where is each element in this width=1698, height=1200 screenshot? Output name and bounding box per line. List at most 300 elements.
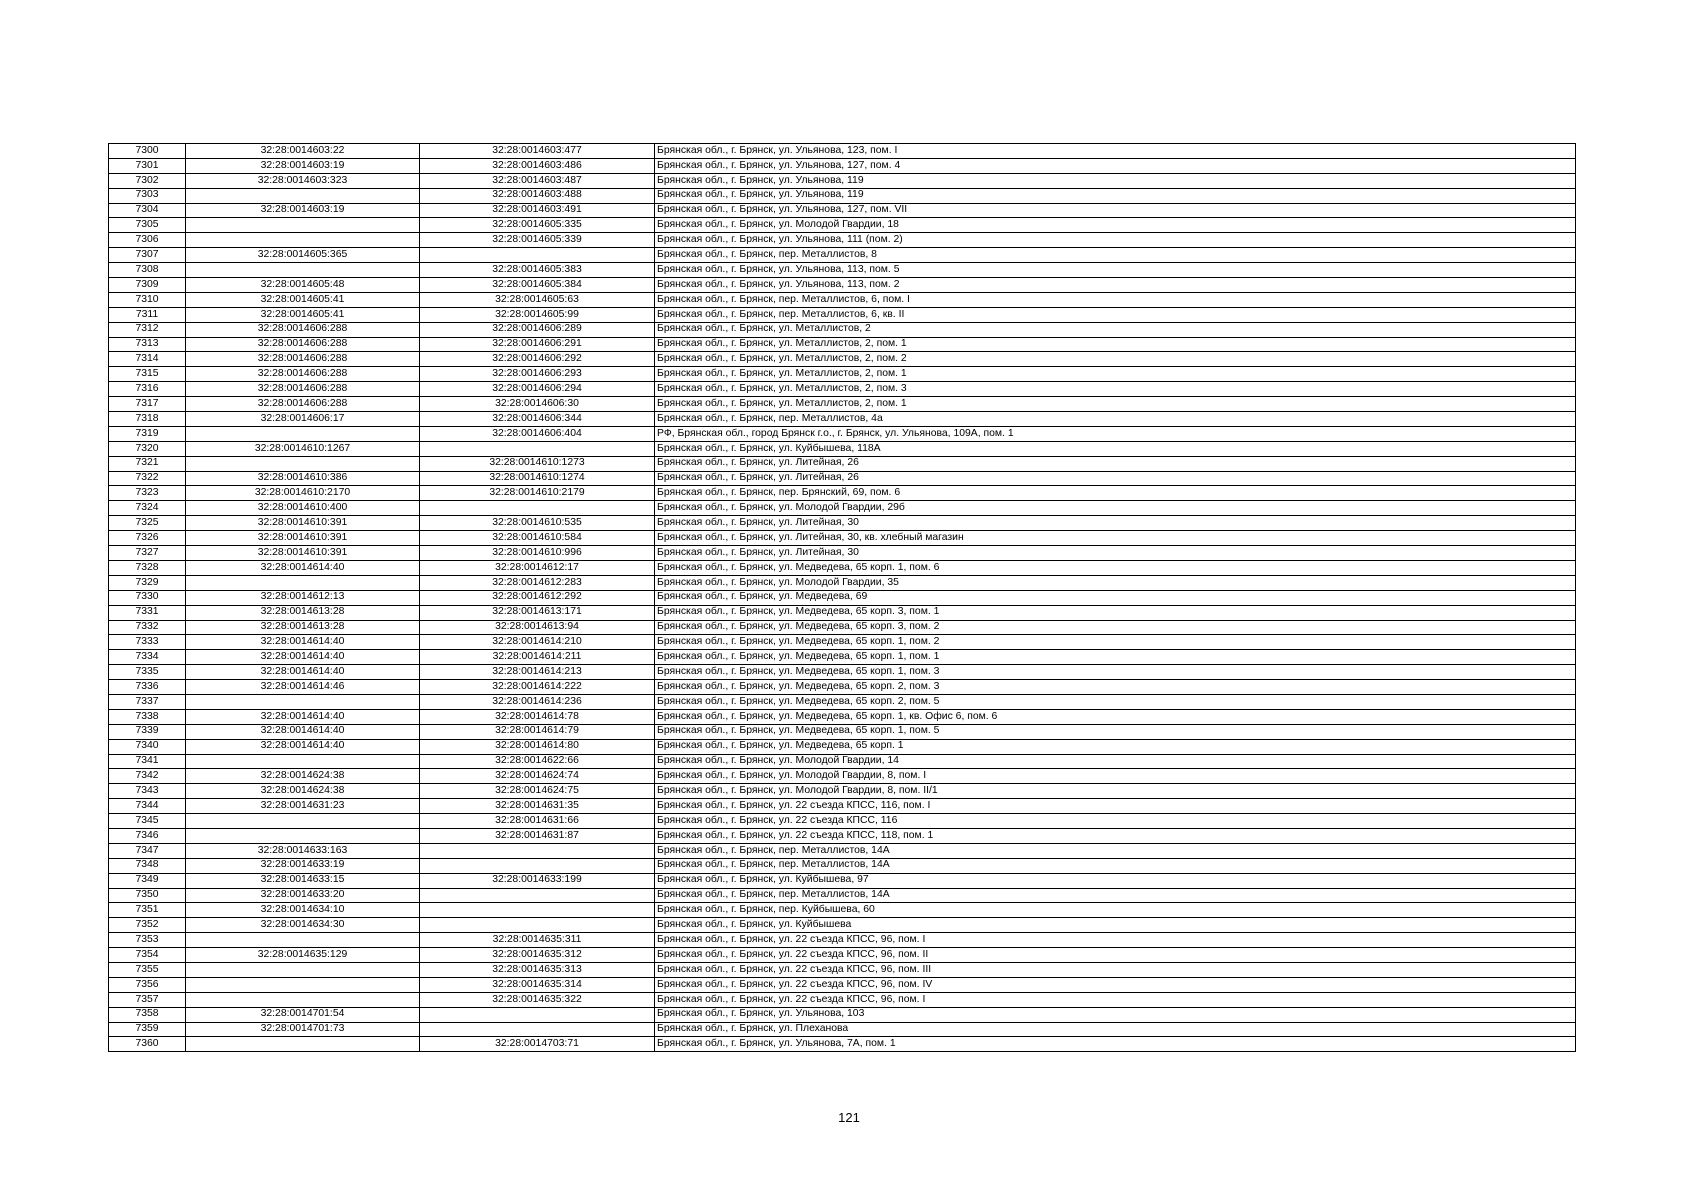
table-row xyxy=(109,471,1576,486)
object-cadastral-number-cell: 32:28:0014603:477 xyxy=(420,144,655,159)
object-cadastral-number-cell: 32:28:0014612:283 xyxy=(420,575,655,590)
address-cell: Брянская обл., г. Брянск, ул. Молодой Гвардии, 35 xyxy=(655,575,1576,590)
land-cadastral-number-cell: 32:28:0014614:40 xyxy=(186,709,420,724)
address-cell: Брянская обл., г. Брянск, ул. Куйбышева, 97 xyxy=(655,873,1576,888)
row-number-cell: 7323 xyxy=(109,486,186,501)
table-row xyxy=(109,233,1576,248)
row-number-cell: 7358 xyxy=(109,1007,186,1022)
table-row xyxy=(109,858,1576,873)
object-cadastral-number-cell xyxy=(420,441,655,456)
table-row xyxy=(109,903,1576,918)
row-number-cell: 7314 xyxy=(109,352,186,367)
address-cell: Брянская обл., г. Брянск, ул. 22 съезда КПСС, 116 xyxy=(655,814,1576,829)
row-number-cell: 7321 xyxy=(109,456,186,471)
object-cadastral-number-cell: 32:28:0014610:1274 xyxy=(420,471,655,486)
object-cadastral-number-cell: 32:28:0014606:294 xyxy=(420,382,655,397)
land-cadastral-number-cell: 32:28:0014603:22 xyxy=(186,144,420,159)
address-cell: Брянская обл., г. Брянск, ул. Металлистов, 2, пом. 1 xyxy=(655,337,1576,352)
row-number-cell: 7330 xyxy=(109,590,186,605)
row-number-cell: 7310 xyxy=(109,292,186,307)
table-row xyxy=(109,739,1576,754)
object-cadastral-number-cell: 32:28:0014614:236 xyxy=(420,694,655,709)
address-cell: Брянская обл., г. Брянск, ул. Медведева, 65 корп. 1 xyxy=(655,739,1576,754)
land-cadastral-number-cell: 32:28:0014610:391 xyxy=(186,531,420,546)
address-cell: Брянская обл., г. Брянск, пер. Металлистов, 6, пом. I xyxy=(655,292,1576,307)
table-row xyxy=(109,814,1576,829)
row-number-cell: 7300 xyxy=(109,144,186,159)
land-cadastral-number-cell: 32:28:0014605:365 xyxy=(186,248,420,263)
page-number: 121 xyxy=(838,1110,860,1125)
object-cadastral-number-cell: 32:28:0014605:339 xyxy=(420,233,655,248)
address-cell: Брянская обл., г. Брянск, ул. Ульянова, 119 xyxy=(655,173,1576,188)
row-number-cell: 7359 xyxy=(109,1022,186,1037)
row-number-cell: 7322 xyxy=(109,471,186,486)
address-cell: Брянская обл., г. Брянск, ул. Ульянова, 127, пом. 4 xyxy=(655,158,1576,173)
table-row xyxy=(109,709,1576,724)
row-number-cell: 7301 xyxy=(109,158,186,173)
land-cadastral-number-cell xyxy=(186,814,420,829)
address-cell: Брянская обл., г. Брянск, ул. Молодой Гвардии, 18 xyxy=(655,218,1576,233)
land-cadastral-number-cell: 32:28:0014614:40 xyxy=(186,560,420,575)
row-number-cell: 7349 xyxy=(109,873,186,888)
object-cadastral-number-cell: 32:28:0014614:211 xyxy=(420,650,655,665)
table-row xyxy=(109,754,1576,769)
table-row xyxy=(109,1007,1576,1022)
table-row xyxy=(109,307,1576,322)
land-cadastral-number-cell: 32:28:0014633:15 xyxy=(186,873,420,888)
row-number-cell: 7356 xyxy=(109,977,186,992)
address-cell: Брянская обл., г. Брянск, пер. Металлистов, 14А xyxy=(655,888,1576,903)
object-cadastral-number-cell: 32:28:0014606:289 xyxy=(420,322,655,337)
row-number-cell: 7319 xyxy=(109,426,186,441)
table-row xyxy=(109,203,1576,218)
table-row xyxy=(109,367,1576,382)
row-number-cell: 7360 xyxy=(109,1037,186,1052)
row-number-cell: 7355 xyxy=(109,962,186,977)
object-cadastral-number-cell: 32:28:0014614:78 xyxy=(420,709,655,724)
address-cell: Брянская обл., г. Брянск, ул. Ульянова, 113, пом. 2 xyxy=(655,278,1576,293)
row-number-cell: 7343 xyxy=(109,784,186,799)
table-row xyxy=(109,263,1576,278)
land-cadastral-number-cell: 32:28:0014634:10 xyxy=(186,903,420,918)
table-row xyxy=(109,948,1576,963)
row-number-cell: 7307 xyxy=(109,248,186,263)
land-cadastral-number-cell xyxy=(186,933,420,948)
object-cadastral-number-cell: 32:28:0014606:30 xyxy=(420,397,655,412)
address-cell: Брянская обл., г. Брянск, ул. Медведева, 65 корп. 1, пом. 1 xyxy=(655,650,1576,665)
table-row xyxy=(109,724,1576,739)
row-number-cell: 7304 xyxy=(109,203,186,218)
address-cell: Брянская обл., г. Брянск, ул. Медведева, 65 корп. 1, пом. 2 xyxy=(655,635,1576,650)
table-row xyxy=(109,486,1576,501)
land-cadastral-number-cell: 32:28:0014603:19 xyxy=(186,203,420,218)
object-cadastral-number-cell: 32:28:0014603:486 xyxy=(420,158,655,173)
table-row xyxy=(109,531,1576,546)
row-number-cell: 7352 xyxy=(109,918,186,933)
table-row xyxy=(109,248,1576,263)
row-number-cell: 7315 xyxy=(109,367,186,382)
address-cell: Брянская обл., г. Брянск, пер. Металлистов, 14А xyxy=(655,843,1576,858)
object-cadastral-number-cell: 32:28:0014606:293 xyxy=(420,367,655,382)
object-cadastral-number-cell: 32:28:0014603:491 xyxy=(420,203,655,218)
row-number-cell: 7317 xyxy=(109,397,186,412)
address-cell: Брянская обл., г. Брянск, ул. Медведева, 65 корп. 2, пом. 5 xyxy=(655,694,1576,709)
land-cadastral-number-cell: 32:28:0014634:30 xyxy=(186,918,420,933)
address-cell: Брянская обл., г. Брянск, ул. Молодой Гвардии, 14 xyxy=(655,754,1576,769)
table-row xyxy=(109,546,1576,561)
table-row xyxy=(109,962,1576,977)
row-number-cell: 7350 xyxy=(109,888,186,903)
land-cadastral-number-cell xyxy=(186,977,420,992)
row-number-cell: 7305 xyxy=(109,218,186,233)
object-cadastral-number-cell: 32:28:0014635:313 xyxy=(420,962,655,977)
object-cadastral-number-cell: 32:28:0014631:66 xyxy=(420,814,655,829)
land-cadastral-number-cell xyxy=(186,694,420,709)
object-cadastral-number-cell: 32:28:0014633:199 xyxy=(420,873,655,888)
object-cadastral-number-cell: 32:28:0014610:996 xyxy=(420,546,655,561)
row-number-cell: 7353 xyxy=(109,933,186,948)
address-cell: Брянская обл., г. Брянск, ул. Металлистов, 2, пом. 3 xyxy=(655,382,1576,397)
address-cell: Брянская обл., г. Брянск, ул. Ульянова, 113, пом. 5 xyxy=(655,263,1576,278)
table-row xyxy=(109,769,1576,784)
row-number-cell: 7336 xyxy=(109,680,186,695)
land-cadastral-number-cell: 32:28:0014624:38 xyxy=(186,769,420,784)
land-cadastral-number-cell xyxy=(186,188,420,203)
object-cadastral-number-cell: 32:28:0014631:35 xyxy=(420,799,655,814)
object-cadastral-number-cell: 32:28:0014631:87 xyxy=(420,828,655,843)
land-cadastral-number-cell: 32:28:0014610:391 xyxy=(186,546,420,561)
land-cadastral-number-cell: 32:28:0014613:28 xyxy=(186,620,420,635)
object-cadastral-number-cell xyxy=(420,918,655,933)
object-cadastral-number-cell: 32:28:0014610:535 xyxy=(420,516,655,531)
table-row xyxy=(109,397,1576,412)
object-cadastral-number-cell: 32:28:0014605:383 xyxy=(420,263,655,278)
registry-table-body xyxy=(109,144,1576,1052)
table-row xyxy=(109,843,1576,858)
land-cadastral-number-cell xyxy=(186,575,420,590)
table-row xyxy=(109,799,1576,814)
address-cell: Брянская обл., г. Брянск, ул. Литейная, 30 xyxy=(655,516,1576,531)
land-cadastral-number-cell: 32:28:0014633:19 xyxy=(186,858,420,873)
land-cadastral-number-cell: 32:28:0014603:323 xyxy=(186,173,420,188)
object-cadastral-number-cell: 32:28:0014603:487 xyxy=(420,173,655,188)
address-cell: Брянская обл., г. Брянск, ул. Медведева, 69 xyxy=(655,590,1576,605)
object-cadastral-number-cell: 32:28:0014612:17 xyxy=(420,560,655,575)
row-number-cell: 7329 xyxy=(109,575,186,590)
table-row xyxy=(109,441,1576,456)
table-row xyxy=(109,620,1576,635)
land-cadastral-number-cell: 32:28:0014614:46 xyxy=(186,680,420,695)
address-cell: Брянская обл., г. Брянск, ул. Медведева, 65 корп. 1, пом. 6 xyxy=(655,560,1576,575)
table-row xyxy=(109,426,1576,441)
table-row xyxy=(109,888,1576,903)
land-cadastral-number-cell: 32:28:0014605:41 xyxy=(186,292,420,307)
table-row xyxy=(109,694,1576,709)
land-cadastral-number-cell: 32:28:0014701:54 xyxy=(186,1007,420,1022)
land-cadastral-number-cell xyxy=(186,218,420,233)
address-cell: Брянская обл., г. Брянск, ул. Ульянова, 7А, пом. 1 xyxy=(655,1037,1576,1052)
table-row xyxy=(109,218,1576,233)
object-cadastral-number-cell: 32:28:0014605:384 xyxy=(420,278,655,293)
land-cadastral-number-cell: 32:28:0014606:288 xyxy=(186,337,420,352)
land-cadastral-number-cell xyxy=(186,456,420,471)
address-cell: Брянская обл., г. Брянск, ул. Медведева, 65 корп. 3, пом. 1 xyxy=(655,605,1576,620)
row-number-cell: 7326 xyxy=(109,531,186,546)
address-cell: Брянская обл., г. Брянск, ул. Металлистов, 2, пом. 1 xyxy=(655,367,1576,382)
address-cell: Брянская обл., г. Брянск, ул. Ульянова, 103 xyxy=(655,1007,1576,1022)
object-cadastral-number-cell: 32:28:0014703:71 xyxy=(420,1037,655,1052)
object-cadastral-number-cell: 32:28:0014605:63 xyxy=(420,292,655,307)
table-row xyxy=(109,575,1576,590)
row-number-cell: 7302 xyxy=(109,173,186,188)
object-cadastral-number-cell: 32:28:0014635:322 xyxy=(420,992,655,1007)
table-row xyxy=(109,188,1576,203)
address-cell: Брянская обл., г. Брянск, ул. Литейная, 30, кв. хлебный магазин xyxy=(655,531,1576,546)
table-row xyxy=(109,784,1576,799)
land-cadastral-number-cell xyxy=(186,426,420,441)
address-cell: Брянская обл., г. Брянск, пер. Металлистов, 8 xyxy=(655,248,1576,263)
row-number-cell: 7311 xyxy=(109,307,186,322)
row-number-cell: 7313 xyxy=(109,337,186,352)
table-row xyxy=(109,173,1576,188)
address-cell: Брянская обл., г. Брянск, пер. Брянский, 69, пом. 6 xyxy=(655,486,1576,501)
row-number-cell: 7339 xyxy=(109,724,186,739)
table-row xyxy=(109,158,1576,173)
row-number-cell: 7332 xyxy=(109,620,186,635)
object-cadastral-number-cell: 32:28:0014610:1273 xyxy=(420,456,655,471)
object-cadastral-number-cell: 32:28:0014606:344 xyxy=(420,412,655,427)
row-number-cell: 7327 xyxy=(109,546,186,561)
object-cadastral-number-cell xyxy=(420,843,655,858)
table-row xyxy=(109,456,1576,471)
land-cadastral-number-cell: 32:28:0014610:386 xyxy=(186,471,420,486)
row-number-cell: 7344 xyxy=(109,799,186,814)
row-number-cell: 7316 xyxy=(109,382,186,397)
land-cadastral-number-cell xyxy=(186,754,420,769)
object-cadastral-number-cell: 32:28:0014605:335 xyxy=(420,218,655,233)
object-cadastral-number-cell: 32:28:0014635:314 xyxy=(420,977,655,992)
land-cadastral-number-cell xyxy=(186,1037,420,1052)
address-cell: Брянская обл., г. Брянск, пер. Куйбышева, 60 xyxy=(655,903,1576,918)
land-cadastral-number-cell: 32:28:0014610:391 xyxy=(186,516,420,531)
row-number-cell: 7341 xyxy=(109,754,186,769)
table-row xyxy=(109,144,1576,159)
address-cell: Брянская обл., г. Брянск, ул. 22 съезда КПСС, 96, пом. I xyxy=(655,992,1576,1007)
address-cell: Брянская обл., г. Брянск, ул. Ульянова, 127, пом. VII xyxy=(655,203,1576,218)
address-cell: Брянская обл., г. Брянск, ул. Металлистов, 2, пом. 2 xyxy=(655,352,1576,367)
row-number-cell: 7351 xyxy=(109,903,186,918)
land-cadastral-number-cell: 32:28:0014606:288 xyxy=(186,322,420,337)
row-number-cell: 7345 xyxy=(109,814,186,829)
land-cadastral-number-cell: 32:28:0014614:40 xyxy=(186,665,420,680)
table-row xyxy=(109,605,1576,620)
land-cadastral-number-cell: 32:28:0014610:2170 xyxy=(186,486,420,501)
table-row xyxy=(109,337,1576,352)
object-cadastral-number-cell: 32:28:0014624:74 xyxy=(420,769,655,784)
land-cadastral-number-cell: 32:28:0014606:288 xyxy=(186,397,420,412)
row-number-cell: 7346 xyxy=(109,828,186,843)
land-cadastral-number-cell: 32:28:0014610:400 xyxy=(186,501,420,516)
object-cadastral-number-cell: 32:28:0014606:404 xyxy=(420,426,655,441)
object-cadastral-number-cell: 32:28:0014614:213 xyxy=(420,665,655,680)
object-cadastral-number-cell: 32:28:0014614:80 xyxy=(420,739,655,754)
land-cadastral-number-cell: 32:28:0014614:40 xyxy=(186,650,420,665)
table-row xyxy=(109,918,1576,933)
object-cadastral-number-cell: 32:28:0014613:171 xyxy=(420,605,655,620)
land-cadastral-number-cell: 32:28:0014701:73 xyxy=(186,1022,420,1037)
object-cadastral-number-cell xyxy=(420,248,655,263)
address-cell: Брянская обл., г. Брянск, ул. Ульянова, 111 (пом. 2) xyxy=(655,233,1576,248)
land-cadastral-number-cell: 32:28:0014633:163 xyxy=(186,843,420,858)
table-row xyxy=(109,292,1576,307)
table-row xyxy=(109,650,1576,665)
address-cell: Брянская обл., г. Брянск, ул. Медведева, 65 корп. 1, кв. Офис 6, пом. 6 xyxy=(655,709,1576,724)
object-cadastral-number-cell xyxy=(420,1022,655,1037)
table-row xyxy=(109,933,1576,948)
row-number-cell: 7303 xyxy=(109,188,186,203)
land-cadastral-number-cell: 32:28:0014603:19 xyxy=(186,158,420,173)
land-cadastral-number-cell xyxy=(186,233,420,248)
address-cell: Брянская обл., г. Брянск, пер. Металлистов, 14А xyxy=(655,858,1576,873)
table-row xyxy=(109,828,1576,843)
object-cadastral-number-cell xyxy=(420,903,655,918)
object-cadastral-number-cell: 32:28:0014605:99 xyxy=(420,307,655,322)
table-row xyxy=(109,382,1576,397)
row-number-cell: 7308 xyxy=(109,263,186,278)
land-cadastral-number-cell: 32:28:0014614:40 xyxy=(186,724,420,739)
table-row xyxy=(109,516,1576,531)
object-cadastral-number-cell: 32:28:0014614:210 xyxy=(420,635,655,650)
table-row xyxy=(109,352,1576,367)
row-number-cell: 7333 xyxy=(109,635,186,650)
address-cell: Брянская обл., г. Брянск, ул. Литейная, 26 xyxy=(655,471,1576,486)
row-number-cell: 7320 xyxy=(109,441,186,456)
table-row xyxy=(109,635,1576,650)
row-number-cell: 7335 xyxy=(109,665,186,680)
address-cell: Брянская обл., г. Брянск, ул. Медведева, 65 корп. 3, пом. 2 xyxy=(655,620,1576,635)
object-cadastral-number-cell xyxy=(420,1007,655,1022)
table-row xyxy=(109,501,1576,516)
address-cell: Брянская обл., г. Брянск, ул. Медведева, 65 корп. 1, пом. 3 xyxy=(655,665,1576,680)
land-cadastral-number-cell: 32:28:0014606:288 xyxy=(186,382,420,397)
land-cadastral-number-cell: 32:28:0014614:40 xyxy=(186,635,420,650)
row-number-cell: 7348 xyxy=(109,858,186,873)
row-number-cell: 7338 xyxy=(109,709,186,724)
land-cadastral-number-cell: 32:28:0014606:17 xyxy=(186,412,420,427)
land-cadastral-number-cell: 32:28:0014613:28 xyxy=(186,605,420,620)
address-cell: Брянская обл., г. Брянск, ул. Литейная, 26 xyxy=(655,456,1576,471)
object-cadastral-number-cell: 32:28:0014614:222 xyxy=(420,680,655,695)
row-number-cell: 7342 xyxy=(109,769,186,784)
table-row xyxy=(109,560,1576,575)
land-cadastral-number-cell: 32:28:0014610:1267 xyxy=(186,441,420,456)
land-cadastral-number-cell: 32:28:0014605:48 xyxy=(186,278,420,293)
row-number-cell: 7340 xyxy=(109,739,186,754)
address-cell: Брянская обл., г. Брянск, ул. Молодой Гвардии, 29б xyxy=(655,501,1576,516)
land-cadastral-number-cell: 32:28:0014624:38 xyxy=(186,784,420,799)
address-cell: Брянская обл., г. Брянск, ул. Куйбышева xyxy=(655,918,1576,933)
row-number-cell: 7325 xyxy=(109,516,186,531)
row-number-cell: 7347 xyxy=(109,843,186,858)
table-row xyxy=(109,1022,1576,1037)
object-cadastral-number-cell: 32:28:0014624:75 xyxy=(420,784,655,799)
object-cadastral-number-cell: 32:28:0014614:79 xyxy=(420,724,655,739)
address-cell: Брянская обл., г. Брянск, пер. Металлистов, 4а xyxy=(655,412,1576,427)
object-cadastral-number-cell: 32:28:0014610:584 xyxy=(420,531,655,546)
object-cadastral-number-cell: 32:28:0014603:488 xyxy=(420,188,655,203)
table-row xyxy=(109,1037,1576,1052)
table-row xyxy=(109,665,1576,680)
land-cadastral-number-cell: 32:28:0014635:129 xyxy=(186,948,420,963)
address-cell: РФ, Брянская обл., город Брянск г.о., г. Брянск, ул. Ульянова, 109А, пом. 1 xyxy=(655,426,1576,441)
land-cadastral-number-cell: 32:28:0014612:13 xyxy=(186,590,420,605)
row-number-cell: 7324 xyxy=(109,501,186,516)
address-cell: Брянская обл., г. Брянск, ул. Ульянова, 123, пом. I xyxy=(655,144,1576,159)
address-cell: Брянская обл., г. Брянск, ул. 22 съезда КПСС, 96, пом. II xyxy=(655,948,1576,963)
object-cadastral-number-cell xyxy=(420,501,655,516)
address-cell: Брянская обл., г. Брянск, ул. Металлистов, 2, пом. 1 xyxy=(655,397,1576,412)
address-cell: Брянская обл., г. Брянск, ул. 22 съезда КПСС, 96, пом. I xyxy=(655,933,1576,948)
row-number-cell: 7306 xyxy=(109,233,186,248)
row-number-cell: 7312 xyxy=(109,322,186,337)
object-cadastral-number-cell: 32:28:0014606:292 xyxy=(420,352,655,367)
table-row xyxy=(109,322,1576,337)
object-cadastral-number-cell: 32:28:0014635:312 xyxy=(420,948,655,963)
land-cadastral-number-cell: 32:28:0014606:288 xyxy=(186,367,420,382)
address-cell: Брянская обл., г. Брянск, ул. 22 съезда КПСС, 96, пом. III xyxy=(655,962,1576,977)
land-cadastral-number-cell xyxy=(186,962,420,977)
table-row xyxy=(109,992,1576,1007)
row-number-cell: 7331 xyxy=(109,605,186,620)
address-cell: Брянская обл., г. Брянск, ул. Молодой Гвардии, 8, пом. II/1 xyxy=(655,784,1576,799)
row-number-cell: 7337 xyxy=(109,694,186,709)
object-cadastral-number-cell: 32:28:0014612:292 xyxy=(420,590,655,605)
row-number-cell: 7357 xyxy=(109,992,186,1007)
object-cadastral-number-cell xyxy=(420,888,655,903)
table-row xyxy=(109,873,1576,888)
object-cadastral-number-cell: 32:28:0014610:2179 xyxy=(420,486,655,501)
address-cell: Брянская обл., г. Брянск, ул. Плеханова xyxy=(655,1022,1576,1037)
address-cell: Брянская обл., г. Брянск, ул. Медведева, 65 корп. 2, пом. 3 xyxy=(655,680,1576,695)
object-cadastral-number-cell: 32:28:0014613:94 xyxy=(420,620,655,635)
object-cadastral-number-cell: 32:28:0014635:311 xyxy=(420,933,655,948)
object-cadastral-number-cell xyxy=(420,858,655,873)
land-cadastral-number-cell xyxy=(186,828,420,843)
address-cell: Брянская обл., г. Брянск, ул. 22 съезда КПСС, 116, пом. I xyxy=(655,799,1576,814)
row-number-cell: 7334 xyxy=(109,650,186,665)
address-cell: Брянская обл., г. Брянск, ул. 22 съезда КПСС, 118, пом. 1 xyxy=(655,828,1576,843)
table-row xyxy=(109,278,1576,293)
table-row xyxy=(109,680,1576,695)
address-cell: Брянская обл., г. Брянск, пер. Металлистов, 6, кв. II xyxy=(655,307,1576,322)
address-cell: Брянская обл., г. Брянск, ул. 22 съезда КПСС, 96, пом. IV xyxy=(655,977,1576,992)
address-cell: Брянская обл., г. Брянск, ул. Металлистов, 2 xyxy=(655,322,1576,337)
address-cell: Брянская обл., г. Брянск, ул. Ульянова, 119 xyxy=(655,188,1576,203)
land-cadastral-number-cell: 32:28:0014633:20 xyxy=(186,888,420,903)
land-cadastral-number-cell: 32:28:0014631:23 xyxy=(186,799,420,814)
land-cadastral-number-cell: 32:28:0014605:41 xyxy=(186,307,420,322)
row-number-cell: 7309 xyxy=(109,278,186,293)
registry-table xyxy=(108,143,1576,1052)
table-row xyxy=(109,977,1576,992)
table-row xyxy=(109,412,1576,427)
address-cell: Брянская обл., г. Брянск, ул. Медведева, 65 корп. 1, пом. 5 xyxy=(655,724,1576,739)
address-cell: Брянская обл., г. Брянск, ул. Молодой Гвардии, 8, пом. I xyxy=(655,769,1576,784)
object-cadastral-number-cell: 32:28:0014606:291 xyxy=(420,337,655,352)
land-cadastral-number-cell: 32:28:0014614:40 xyxy=(186,739,420,754)
object-cadastral-number-cell: 32:28:0014622:66 xyxy=(420,754,655,769)
address-cell: Брянская обл., г. Брянск, ул. Литейная, 30 xyxy=(655,546,1576,561)
